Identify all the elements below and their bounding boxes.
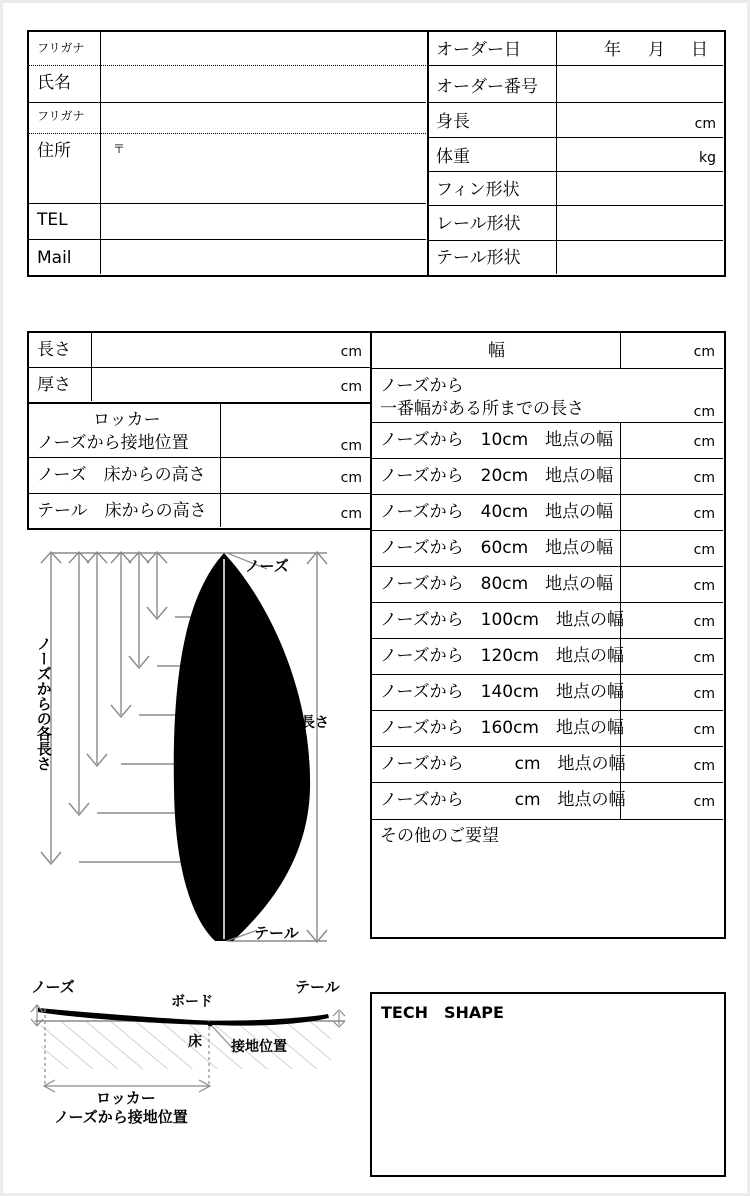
side-rocker-label: ロッカー (96, 1089, 156, 1107)
tail-height-unit: cm (340, 506, 362, 522)
side-rocker-sub-label: ノーズから接地位置 (54, 1108, 188, 1126)
width-row-label: ノーズから 120cm 地点の幅 (380, 646, 624, 666)
postal-mark: 〒 (113, 142, 126, 156)
diagram-tail-label: テール (254, 924, 299, 942)
width-row-unit: cm (693, 506, 715, 522)
rocker-title: ロッカー (93, 410, 161, 430)
width-row-unit: cm (693, 470, 715, 486)
width-row-label: ノーズから 60cm 地点の幅 (380, 538, 614, 558)
width-row-label: ノーズから cm 地点の幅 (380, 790, 626, 810)
tech-shape-label: TECH SHAPE (381, 1003, 504, 1022)
side-floor-label: 床 (188, 1034, 202, 1050)
width-row-unit: cm (693, 434, 715, 450)
width-row-unit: cm (693, 722, 715, 738)
thickness-label: 厚さ (37, 375, 71, 395)
width-row-unit: cm (693, 542, 715, 558)
order-date-label: オーダー日 (436, 40, 521, 60)
board-side-view-diagram (23, 969, 359, 1129)
width-row-unit: cm (693, 614, 715, 630)
side-board-label: ボード (171, 994, 213, 1010)
year-label: 年 (604, 40, 621, 60)
width-row-unit: cm (693, 758, 715, 774)
mail-label: Mail (37, 248, 72, 268)
side-tail-label: テール (295, 978, 340, 996)
width-row-unit: cm (693, 650, 715, 666)
height-unit: cm (694, 116, 716, 132)
length-label: 長さ (37, 340, 71, 360)
widest-line-1: ノーズから (380, 376, 464, 396)
board-size-table (27, 331, 373, 404)
order-info-table (427, 30, 726, 277)
width-row-label: ノーズから 10cm 地点の幅 (380, 430, 614, 450)
widest-line-2: 一番幅がある所までの長さ (380, 399, 584, 419)
name-label: 氏名 (37, 73, 71, 93)
side-contact-label: 接地位置 (231, 1039, 287, 1055)
width-row-unit: cm (693, 578, 715, 594)
length-unit: cm (340, 344, 362, 360)
furigana-label-2: フリガナ (37, 109, 85, 123)
thickness-unit: cm (340, 379, 362, 395)
tail-shape-label: テール形状 (436, 248, 521, 268)
weight-unit: kg (699, 150, 716, 166)
diagram-length-label: 長さ (301, 715, 329, 731)
width-row-label: ノーズから 160cm 地点の幅 (380, 718, 624, 738)
width-row-label: ノーズから 20cm 地点の幅 (380, 466, 614, 486)
side-nose-label: ノーズ (31, 978, 75, 996)
address-label: 住所 (37, 141, 71, 161)
diagram-each-length-label: ノーズからの各長さ (34, 636, 53, 771)
width-row-unit: cm (693, 686, 715, 702)
width-row-label: ノーズから cm 地点の幅 (380, 754, 626, 774)
fin-shape-label: フィン形状 (436, 180, 520, 200)
width-row-label: ノーズから 140cm 地点の幅 (380, 682, 624, 702)
rocker-contact-label: ノーズから接地位置 (37, 433, 189, 453)
rocker-table (27, 402, 373, 530)
width-row-label: ノーズから 40cm 地点の幅 (380, 502, 614, 522)
tel-label: TEL (37, 210, 68, 230)
nose-height-label: ノーズ 床からの高さ (37, 465, 206, 485)
customer-info-table (27, 30, 429, 277)
diagram-nose-label: ノーズ (245, 557, 289, 575)
board-top-view-diagram (27, 539, 357, 949)
height-label: 身長 (436, 112, 470, 132)
order-sheet (3, 3, 747, 1193)
widest-unit: cm (693, 404, 715, 420)
width-header-unit: cm (693, 344, 715, 360)
day-label: 日 (691, 40, 708, 60)
month-label: 月 (648, 40, 665, 60)
tail-height-label: テール 床からの高さ (37, 501, 207, 521)
order-number-label: オーダー番号 (436, 77, 538, 97)
nose-height-unit: cm (340, 470, 362, 486)
rocker-contact-unit: cm (340, 438, 362, 454)
tech-shape-box (370, 992, 726, 1177)
rail-shape-label: レール形状 (436, 214, 521, 234)
width-header: 幅 (488, 341, 505, 361)
width-row-label: ノーズから 80cm 地点の幅 (380, 574, 614, 594)
width-row-unit: cm (693, 794, 715, 810)
width-row-label: ノーズから 100cm 地点の幅 (380, 610, 624, 630)
weight-label: 体重 (436, 147, 470, 167)
other-requests-label: その他のご要望 (380, 826, 499, 846)
width-table (370, 331, 726, 939)
furigana-label: フリガナ (37, 41, 85, 55)
